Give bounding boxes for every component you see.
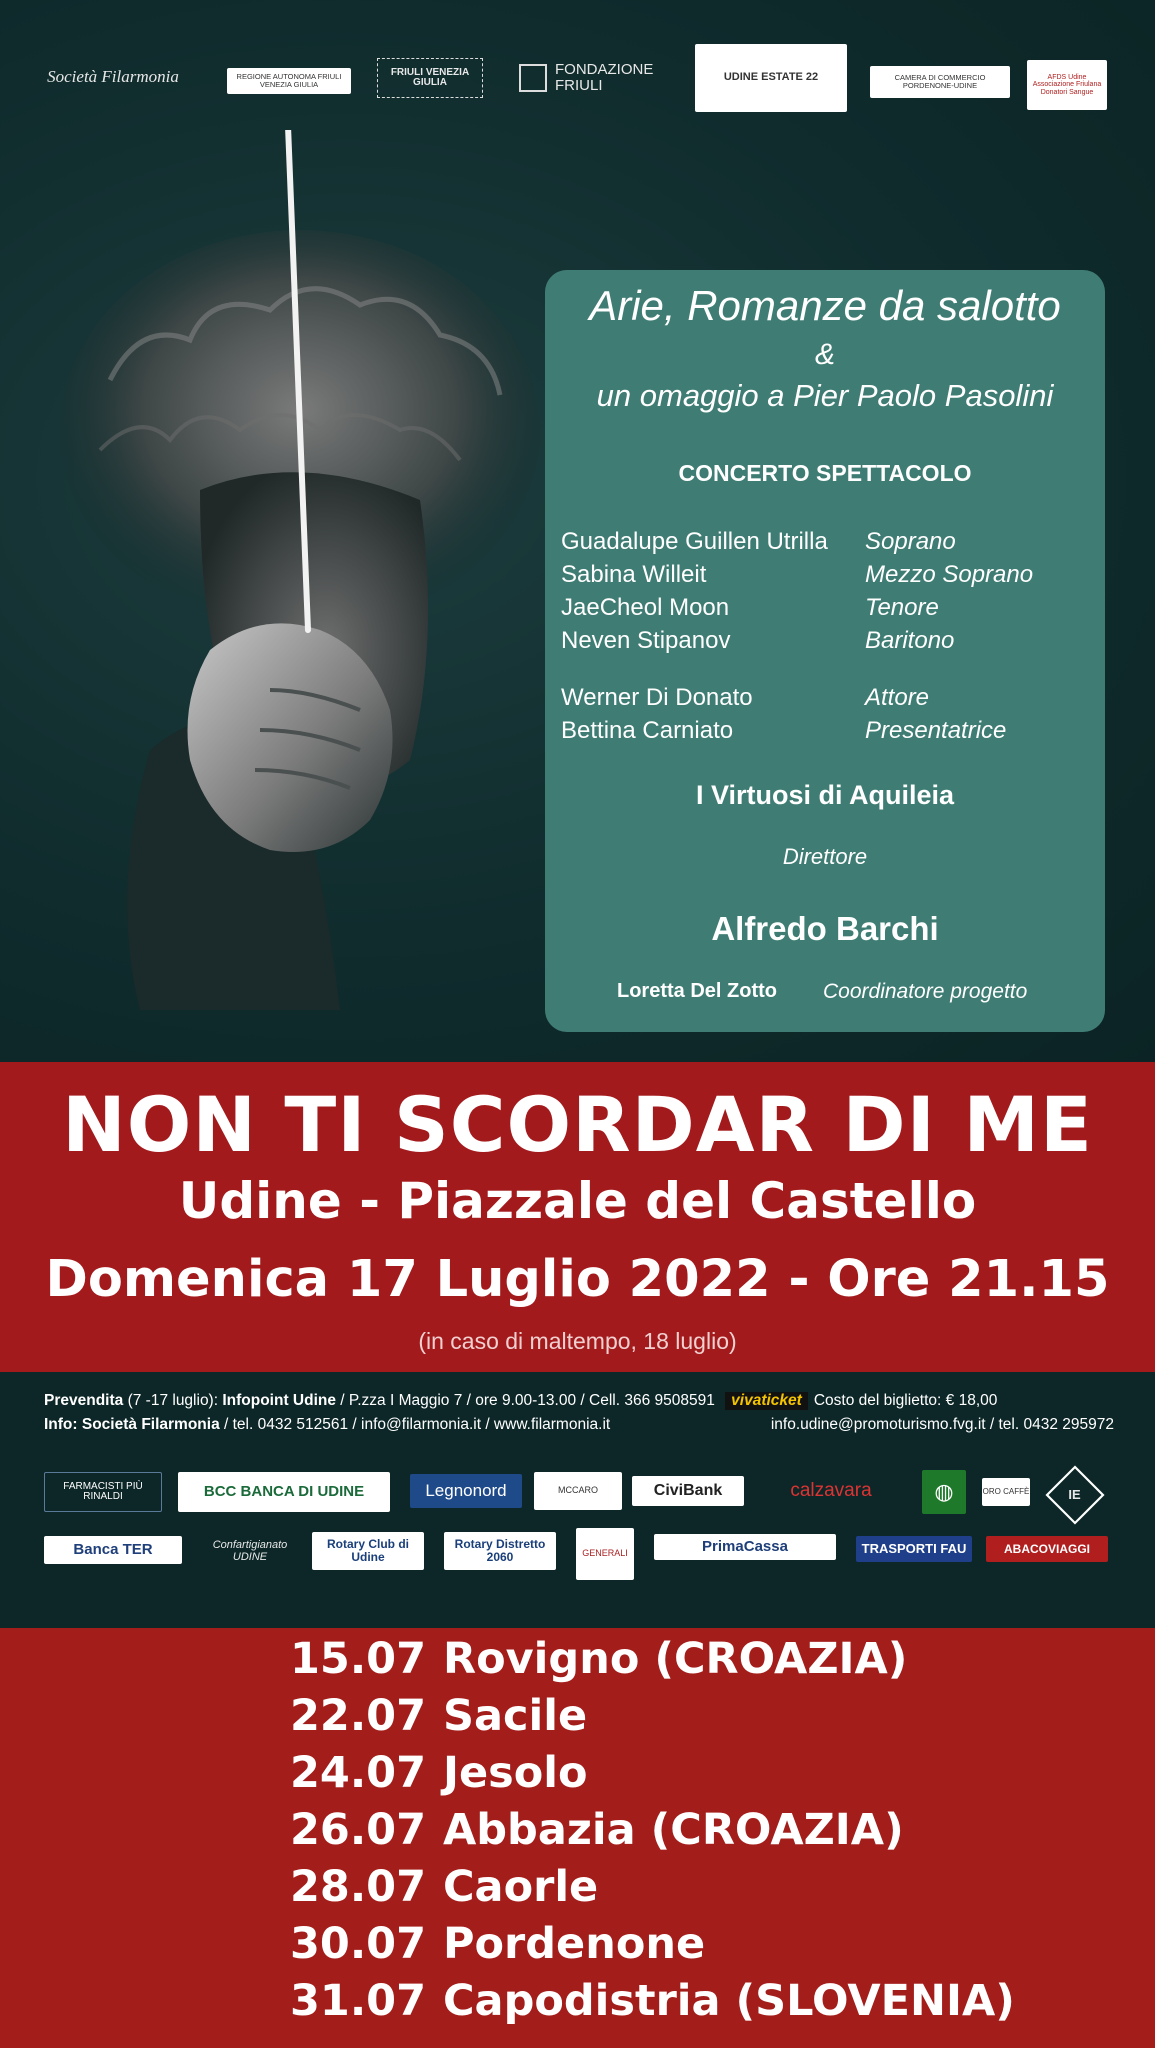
- calzavara-logo: calzavara: [790, 1480, 872, 1502]
- singer-name: Guadalupe Guillen Utrilla: [561, 528, 828, 555]
- concert-type: CONCERTO SPETTACOLO: [678, 460, 972, 486]
- tour-date: 15.07: [290, 1634, 427, 1684]
- tour-date: 31.07: [290, 1976, 427, 2026]
- tour-date: 28.07: [290, 1862, 427, 1912]
- tour-place: Abbazia (CROAZIA): [443, 1805, 904, 1855]
- tour-place: Pordenone: [443, 1919, 706, 1969]
- rotary-distretto-logo: Rotary Distretto 2060: [444, 1532, 556, 1570]
- promoturismo-contact: info.udine@promoturismo.fvg.it / tel. 0432 295972: [770, 1416, 1114, 1433]
- coordinator-role: Coordinatore progetto: [823, 980, 1028, 1003]
- director-name: Alfredo Barchi: [711, 910, 939, 947]
- fondazione-emblem-icon: [519, 64, 547, 92]
- singer-name: Neven Stipanov: [561, 627, 731, 654]
- confartigianato-logo: Confartigianato UDINE: [212, 1539, 288, 1563]
- tour-date-row: [290, 1691, 587, 1743]
- director-label: Direttore: [782, 844, 868, 869]
- actor-name: Bettina Carniato: [561, 717, 734, 744]
- tour-place: Jesolo: [443, 1748, 588, 1798]
- legnonord-logo: Legnonord: [410, 1474, 522, 1508]
- ensemble-name: I Virtuosi di Aquileia: [695, 780, 955, 810]
- camera-commercio-logo: CAMERA DI COMMERCIO PORDENONE-UDINE: [870, 66, 1010, 98]
- tour-date-row: [290, 1634, 907, 1686]
- program-ampersand: &: [814, 338, 835, 371]
- green-logo: ◍: [922, 1470, 966, 1514]
- singer-name: Sabina Willeit: [561, 561, 707, 588]
- tour-place: Sacile: [443, 1691, 588, 1741]
- singer-role: Mezzo Soprano: [865, 561, 1034, 588]
- generali-logo: GENERALI: [576, 1528, 634, 1580]
- actor-role: Presentatrice: [865, 717, 1007, 744]
- singer-role: Soprano: [865, 528, 956, 555]
- friuli-venezia-giulia-logo: FRIULI VENEZIA GIULIA: [377, 58, 483, 98]
- tour-date-row: [290, 1862, 598, 1914]
- tour-date: 26.07: [290, 1805, 427, 1855]
- banca-ter-logo: Banca TER: [44, 1536, 182, 1564]
- udine-estate-logo: UDINE ESTATE 22: [695, 44, 847, 112]
- mccaro-logo: MCCARO: [534, 1472, 622, 1510]
- tour-date-row: [290, 1976, 1015, 2028]
- oro-caffe-logo: ORO CAFFÈ: [982, 1478, 1030, 1506]
- program-subtitle: un omaggio a Pier Paolo Pasolini: [596, 378, 1054, 413]
- event-location: Udine - Piazzale del Castello: [178, 1172, 977, 1230]
- event-title: NON TI SCORDAR DI ME: [62, 1080, 1093, 1169]
- contact-info: Info: Società Filarmonia / tel. 0432 512561 / info@filarmonia.it / www.filarmonia.it info.udine@promoturismo.fvg.it / tel. 0432 295972: [44, 1416, 1114, 1433]
- tour-place: Capodistria (SLOVENIA): [443, 1976, 1015, 2026]
- actor-role: Attore: [865, 684, 930, 711]
- tour-date-row: [290, 1805, 904, 1857]
- presale-info: Prevendita (7 -17 luglio): Infopoint Udine / P.zza I Maggio 7 / ore 9.00-13.00 / Cell. 366 9508591 vivaticket Costo del biglietto: € 18,00: [44, 1392, 998, 1409]
- rain-date-note: (in caso di maltempo, 18 luglio): [418, 1328, 737, 1354]
- tour-date: 30.07: [290, 1919, 427, 1969]
- singer-role: Baritono: [865, 627, 955, 654]
- program-panel: [545, 270, 1105, 1032]
- tour-place: Caorle: [443, 1862, 599, 1912]
- rotary-udine-logo: Rotary Club di Udine: [312, 1532, 424, 1570]
- tour-date: 24.07: [290, 1748, 427, 1798]
- singer-role: Tenore: [865, 594, 939, 621]
- regione-fvg-logo: REGIONE AUTONOMA FRIULI VENEZIA GIULIA: [227, 68, 351, 94]
- societa-filarmonia-logo: Società Filarmonia: [47, 67, 179, 87]
- bcc-banca-udine-logo: BCC BANCA DI UDINE: [178, 1472, 390, 1512]
- civibank-logo: CiviBank: [632, 1476, 744, 1506]
- tour-date-row: [290, 1919, 705, 1971]
- conductor-portrait: [40, 130, 560, 1010]
- ticket-info-section: [0, 1372, 1155, 1628]
- tour-dates-section: [0, 1628, 1155, 2048]
- ie-logo: IE: [1045, 1465, 1104, 1524]
- fondazione-friuli-logo: FONDAZIONE FRIULI: [519, 58, 677, 98]
- singer-name: JaeCheol Moon: [561, 594, 730, 621]
- event-datetime: Domenica 17 Luglio 2022 - Ore 21.15: [45, 1250, 1110, 1309]
- abacoviaggi-logo: ABACOVIAGGI: [986, 1536, 1108, 1562]
- tour-date: 22.07: [290, 1691, 427, 1741]
- program-title: Arie, Romanze da salotto: [589, 282, 1061, 329]
- top-logo-bar: [0, 44, 1155, 124]
- actor-name: Werner Di Donato: [561, 684, 753, 711]
- tour-place: Rovigno (CROAZIA): [443, 1634, 908, 1684]
- tour-date-row: [290, 1748, 588, 1800]
- afds-udine-logo: AFDS Udine Associazione Friulana Donatori Sangue: [1027, 60, 1107, 110]
- fau-logo: TRASPORTI FAU: [856, 1536, 972, 1562]
- vivaticket-logo: vivaticket: [725, 1392, 808, 1410]
- event-banner: [0, 1062, 1155, 1372]
- coordinator-name: Loretta Del Zotto: [617, 980, 777, 1002]
- farmacisti-piu-rinaldi-logo: FARMACISTI PIÙ RINALDI: [44, 1472, 162, 1512]
- primacassa-logo: PrimaCassa: [654, 1534, 836, 1560]
